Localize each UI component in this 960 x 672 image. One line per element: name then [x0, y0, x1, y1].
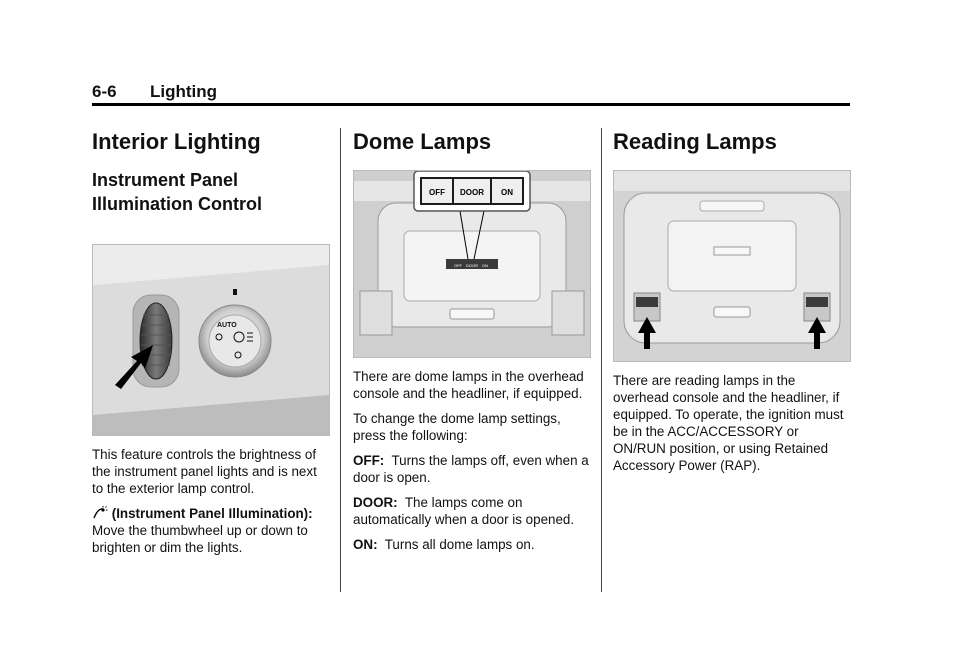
instrument-panel-heading-line1: Instrument Panel	[92, 170, 239, 190]
dome-door-item	[353, 494, 591, 528]
reading-lamp-figure	[613, 170, 851, 362]
section-title: Lighting	[150, 82, 218, 101]
dome-off-label: OFF	[429, 188, 445, 197]
dome-off-desc: Turns the lamps off, even when a door is open.	[353, 453, 589, 485]
instrument-panel-heading-line2: Illumination Control	[92, 194, 262, 214]
instrument-panel-heading	[92, 168, 330, 216]
dome-door-label: DOOR	[460, 188, 484, 197]
column-divider-1	[340, 128, 341, 592]
reading-lamps-heading: Reading Lamps	[613, 129, 777, 154]
interior-lighting-heading: Interior Lighting	[92, 129, 261, 154]
panel-illumination-term: (Instrument Panel Illumination):	[111, 506, 313, 521]
column-interior-lighting	[92, 128, 330, 564]
panel-illumination-icon	[92, 506, 108, 520]
dome-intro-paragraph: There are dome lamps in the overhead console and the headliner, if equipped.	[353, 369, 584, 401]
dome-on-label: ON	[501, 188, 513, 197]
page-number: 6-6	[92, 82, 117, 101]
dome-settings-paragraph: To change the dome lamp settings, press the following:	[353, 411, 561, 443]
column-reading-lamps	[613, 128, 851, 482]
panel-illumination-desc: Move the thumbwheel up or down to brighten or dim the lights.	[92, 523, 308, 555]
dome-on-mini-label: ON	[482, 263, 488, 268]
column-divider-2	[601, 128, 602, 592]
dome-lamp-figure	[353, 170, 591, 358]
dome-door-mini-label: DOOR	[466, 263, 478, 268]
thumbwheel-figure	[92, 244, 330, 436]
dome-door-desc: The lamps come on automatically when a door is opened.	[353, 495, 575, 527]
column-dome-lamps	[353, 128, 591, 561]
dome-off-mini-label: OFF	[454, 263, 462, 268]
reading-lamps-paragraph: There are reading lamps in the overhead console and the headliner, if equipped. To operate, the ignition must be in the ACC/ACCESSORY or ON/RUN position, or using Retained Accessory Power (RAP).	[613, 373, 844, 473]
dome-on-term: ON:	[353, 537, 378, 552]
header-rule	[92, 103, 850, 106]
dome-on-item	[353, 536, 591, 553]
overhead-console-illustration	[354, 171, 590, 357]
dome-door-term: DOOR:	[353, 495, 398, 510]
dome-on-desc: Turns all dome lamps on.	[384, 537, 535, 552]
dome-lamps-heading: Dome Lamps	[353, 129, 492, 154]
thumbwheel-illustration	[93, 245, 329, 435]
dome-off-term: OFF:	[353, 453, 385, 468]
reading-lamp-illustration	[614, 171, 850, 361]
panel-illumination-item	[92, 505, 330, 556]
brightness-paragraph: This feature controls the brightness of the instrument panel lights and is next to the exterior lamp control.	[92, 447, 317, 496]
knob-auto-label: AUTO	[217, 322, 237, 329]
dome-off-item	[353, 452, 591, 486]
